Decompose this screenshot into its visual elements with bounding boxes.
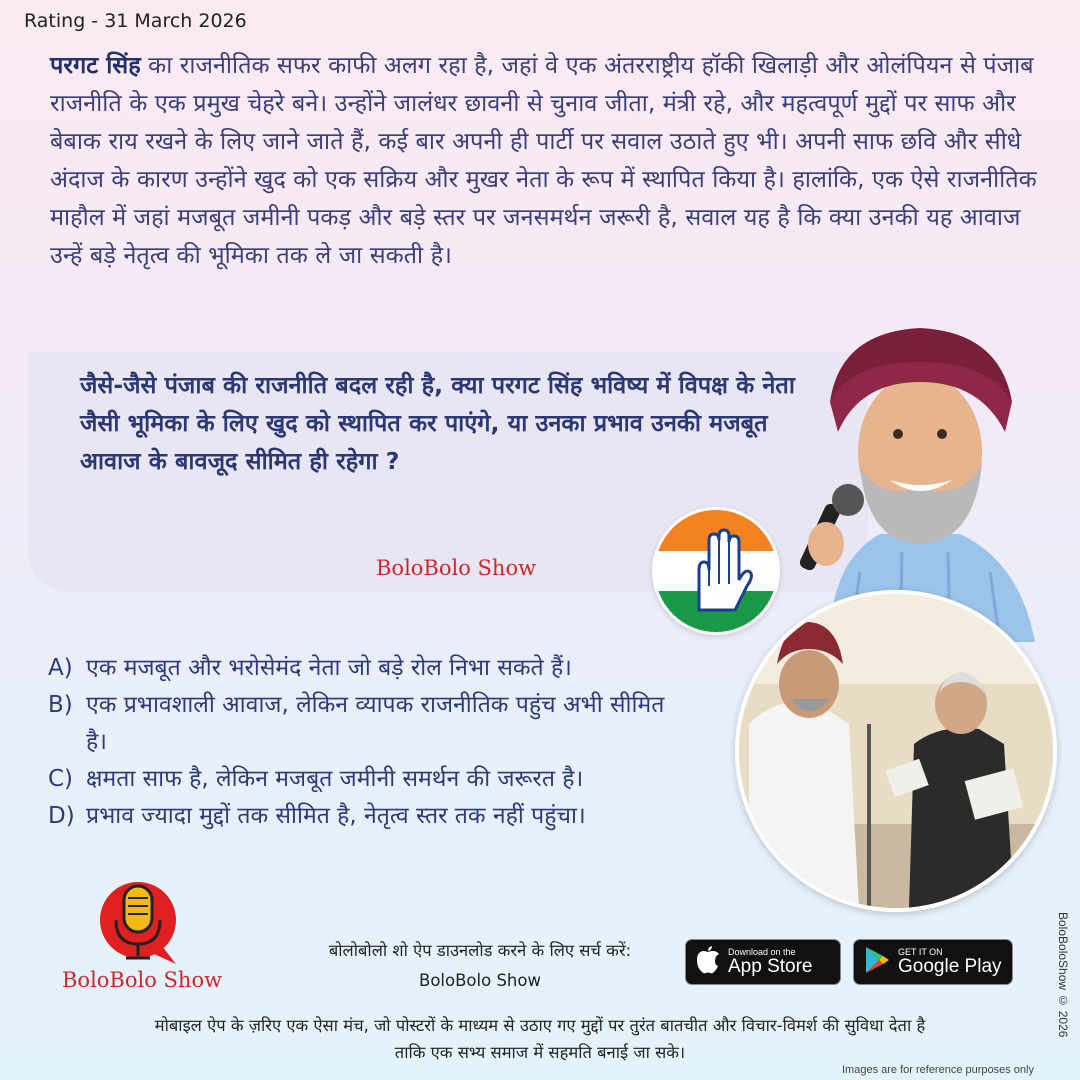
option-letter: C) <box>48 766 74 792</box>
microphone-icon <box>92 876 184 968</box>
option-text: क्षमता साफ है, लेकिन मजबूत जमीनी समर्थन की जरूरत है। <box>86 766 584 792</box>
date-label: Rating - 31 March 2026 <box>24 10 247 32</box>
google-play-button[interactable] <box>853 939 1013 985</box>
option-d[interactable] <box>48 798 738 835</box>
ceremony-photo <box>735 590 1057 912</box>
appstore-small-label: Download on the <box>728 947 796 957</box>
play-icon <box>864 946 890 978</box>
party-symbol-icon <box>652 507 780 635</box>
intro-paragraph <box>50 46 1040 274</box>
download-line-1: बोलोबोलो शो ऐप डाउनलोड करने के लिए सर्च करें: <box>328 941 632 960</box>
option-text: प्रभाव ज्यादा मुद्दों तक सीमित है, नेतृत्व स्तर तक नहीं पहुंचा। <box>86 803 586 829</box>
intro-text: का राजनीतिक सफर काफी अलग रहा है, जहां वे एक अंतरराष्ट्रीय हॉकी खिलाड़ी और ओलंपियन से पंजाब राजनीति के एक प्रमुख चेहरे बने। उन्होंने जालंधर छावनी से चुनाव जीता, मंत्री रहे, और महत्वपूर्ण मुद्दों पर साफ और बेबाक राय रखने के लिए जाने जाते हैं, कई बार अपनी ही पार्टी पर सवाल उठाते हुए भी। अपनी साफ छवि और सीधे अंदाज के कारण उन्होंने खुद को एक सक्रिय और मुखर नेता के रूप में स्थापित किया है। हालांकि, एक ऐसे राजनीतिक माहौल में जहां मजबूत जमीनी पकड़ और बड़े स्तर पर जनसमर्थन जरूरी है, सवाल यह है कि क्या उनकी यह आवाज उन्हें बड़े नेतृत्व की भूमिका तक ले जा सकती है। <box>50 51 1037 269</box>
logo-name: BoloBolo Show <box>62 968 223 992</box>
apple-icon <box>696 946 720 978</box>
footer-text <box>40 1012 1040 1066</box>
option-text: एक मजबूत और भरोसेमंद नेता जो बड़े रोल निभा सकते हैं। <box>86 655 572 681</box>
answer-options <box>48 650 738 835</box>
poll-question: जैसे-जैसे पंजाब की राजनीति बदल रही है, क्या परगट सिंह भविष्य में विपक्ष के नेता जैसी भूमिका के लिए खुद को स्थापित कर पाएंगे, या उनका प्रभाव उनकी मजबूत आवाज के बावजूद सीमित ही रहेगा ? <box>80 371 795 475</box>
disclaimer: Images are for reference purposes only <box>842 1064 1034 1076</box>
play-small-label: GET IT ON <box>898 947 943 957</box>
play-label: Google Play <box>898 956 1002 977</box>
option-b[interactable] <box>48 687 738 761</box>
footer-line-2: ताकि एक सभ्य समाज में सहमति बनाई जा सके। <box>394 1043 686 1062</box>
download-line-2: BoloBolo Show <box>419 971 541 990</box>
option-letter: D) <box>48 803 75 829</box>
option-letter: B) <box>48 692 73 718</box>
option-a[interactable] <box>48 650 738 687</box>
footer-line-1: मोबाइल ऐप के ज़रिए एक ऐसा मंच, जो पोस्टरों के माध्यम से उठाए गए मुद्दों पर तुरंत बातचीत और विचार-विमर्श की सुविधा देता है <box>154 1016 926 1035</box>
app-store-button[interactable] <box>685 939 841 985</box>
appstore-label: App Store <box>728 956 813 977</box>
politician-name: परगट सिंह <box>50 51 141 79</box>
download-instructions <box>290 936 670 996</box>
option-text: एक प्रभावशाली आवाज, लेकिन व्यापक राजनीतिक पहुंच अभी सीमित है। <box>86 692 665 755</box>
option-letter: A) <box>48 655 73 681</box>
copyright: BoloBoloShow © 2026 <box>1056 912 1070 1038</box>
option-c[interactable] <box>48 761 738 798</box>
brand-watermark: BoloBolo Show <box>376 556 537 580</box>
